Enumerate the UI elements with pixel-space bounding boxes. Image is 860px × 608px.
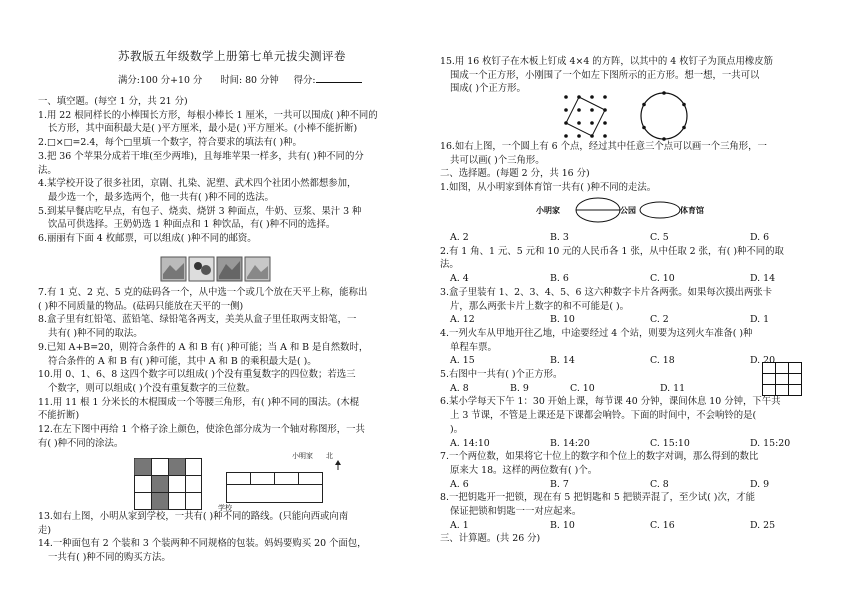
c4-option-a[interactable]: A. 15: [450, 355, 475, 367]
section-fill-heading: 一、填空题。(每空 1 分，共 21 分): [38, 96, 188, 107]
route-park-label: 公园: [620, 205, 636, 215]
c2-line1: 2.有 1 角、1 元、5 元和 10 元的人民币各 1 张，从中任取 2 张，有( )种不同的取: [440, 245, 784, 257]
q6: 6.丽丽有下面 4 枚邮票，可以组成( )种不同的邮资。: [38, 233, 257, 245]
q15-line3: 围成( )个正方形。: [450, 83, 526, 95]
right-column: [440, 55, 832, 96]
q5-line1: 5.到某早餐店吃早点，有包子、烧卖、烧饼 3 种面点，牛奶、豆浆、果汁 3 种: [38, 205, 362, 217]
c7-options: [440, 478, 832, 492]
c3-option-a[interactable]: A. 12: [450, 314, 475, 326]
c6-line1: 6.某小学每天下午 1：30 开始上课，每节课 40 分钟，课间休息 10 分钟，下午共: [440, 396, 781, 408]
map-school-label: 学校: [218, 504, 232, 512]
q2: 2.□×□=2.4，每个□里填一个数字，符合要求的填法有( )种。: [38, 137, 302, 149]
c4-option-c[interactable]: C. 18: [650, 355, 675, 367]
c4-line1: 4.一列火车从甲地开往乙地，中途要经过 4 个站，则要为这列火车准备( )种: [440, 327, 753, 339]
c8-option-d[interactable]: D. 25: [750, 519, 776, 531]
c5-option-d[interactable]: D. 11: [660, 382, 686, 394]
circle-six-points-figure: [638, 90, 690, 142]
score-label: 得分:: [293, 75, 316, 86]
c8-line2: 保证把锁和钥匙一一对应起来。: [450, 506, 582, 518]
route-home-label: 小明家: [536, 205, 560, 215]
exam-meta: [118, 73, 362, 88]
route-choice-figure: [536, 193, 726, 229]
c7-line2: 原来大 18。这样的两位数有( )个。: [450, 464, 598, 476]
c6-line3: )。: [450, 423, 464, 435]
q11-line1: 11.用 11 根 1 分米长的木棍围成一个等腰三角形，有( )种不同的围法。(木棍: [38, 396, 360, 408]
q1-line1: 1.用 22 根同样长的小棒围长方形，每根小棒长 1 厘米，一共可以围成( )种不同的: [38, 109, 378, 121]
c2-option-d[interactable]: D. 14: [750, 273, 776, 285]
c2-option-b[interactable]: B. 6: [550, 273, 569, 285]
c1-option-a[interactable]: A. 2: [450, 232, 469, 243]
q12-line2: 有( )种不同的涂法。: [38, 437, 124, 449]
q16-line2: 共可以画( )个三角形。: [450, 154, 545, 166]
q3-line2: 法。: [38, 164, 57, 176]
c6-options: [440, 437, 832, 451]
q11-line2: 不能折断): [38, 410, 80, 422]
c1-option-d[interactable]: D. 6: [750, 232, 770, 243]
route-gym-label: 体育馆: [680, 205, 704, 215]
c8-line1: 8.一把钥匙开一把锁，现在有 5 把钥匙和 5 把锁弄混了，至少试( )次，才能: [440, 492, 755, 504]
left-column-2: [38, 286, 430, 450]
q4-line2: 最少选一个，最多选两个，他一共有( )种不同的选法。: [48, 191, 274, 203]
c7-option-d[interactable]: D. 9: [750, 478, 770, 490]
q10-line2: 个数字，则可以组成( )个没有重复数字的三位数。: [48, 382, 256, 394]
right-column-2: [440, 140, 832, 195]
q14-line1: 14.一种面包有 2 个装和 3 个装两种不同规格的包装。妈妈要购买 20 个面包，: [38, 538, 367, 550]
c5: 5.右图中一共有( )个正方形。: [440, 369, 563, 381]
q3-line1: 3.把 36 个苹果分成若干堆(至少两堆)，且每堆苹果一样多，共有( )种不同的分: [38, 150, 364, 162]
c3-option-b[interactable]: B. 10: [550, 314, 575, 326]
c6-line2: 上 3 节课，不管是上课还是下课都会响铃。下面的时间中，不会响铃的是(: [450, 410, 757, 422]
c7-line1: 7.一个两位数，如果将它十位上的数字和个位上的数字对调，那么得到的数比: [440, 451, 759, 463]
c4-line2: 单程车票。: [450, 341, 497, 353]
c5-option-a[interactable]: A. 8: [450, 382, 469, 394]
q8-line2: 共有( )种不同的取法。: [48, 328, 143, 340]
c8-options: [440, 519, 832, 533]
c7-option-a[interactable]: A. 6: [450, 478, 469, 490]
c1-option-c[interactable]: C. 5: [650, 232, 669, 243]
q7-line1: 7.有 1 克、2 克、5 克的砝码各一个，从中选一个或几个放在天平上称，能称出: [38, 287, 368, 298]
map-north-label: 北: [326, 452, 333, 460]
stamps-figure: [160, 256, 272, 282]
c2-options: [440, 272, 832, 286]
c6-option-d[interactable]: D. 15:20: [750, 437, 791, 449]
q13-line1: 13.如右上图，小明从家到学校，一共有( )种不同的路线。(只能向西或向南: [38, 511, 349, 522]
q4-line1: 4.某学校开设了很多社团，京剧、扎染、泥塑、武术四个社团小然都想参加，: [38, 178, 357, 190]
c4-option-d[interactable]: D. 20: [750, 355, 776, 367]
q9-line2: 符合条件的 A 和 B 有( )种可能，其中 A 和 B 的乘积最大是( )。: [48, 355, 317, 367]
c1-option-b[interactable]: B. 3: [550, 232, 569, 243]
c3-options: [440, 313, 832, 327]
square-grid-figure: [762, 362, 802, 396]
c2-option-a[interactable]: A. 4: [450, 273, 469, 285]
left-column: [38, 95, 430, 246]
time-limit: 时间: 80 分钟: [220, 75, 279, 86]
route-map-figure: [218, 452, 362, 514]
q7-line2: ( )种不同质量的物品。(砝码只能放在天平的一侧): [38, 300, 244, 312]
q16-line1: 16.如右上图，一个圆上有 6 个点，经过其中任意三个点可以画一个三角形，一: [440, 141, 767, 152]
c5-option-b[interactable]: B. 9: [510, 382, 529, 394]
c2-option-c[interactable]: C. 10: [650, 273, 675, 285]
q14-line2: 一共有( )种不同的购买方法。: [48, 552, 171, 564]
shaded-grid-figure: [134, 458, 202, 510]
c5-option-c[interactable]: C. 10: [570, 382, 595, 394]
c3-line1: 3.盒子里装有 1、2、3、4、5、6 这六种数字卡片各两张。如果每次摸出两张卡: [440, 286, 772, 298]
map-home-label: 小明家: [292, 452, 313, 460]
q1-line2: 长方形，其中面积最大是( )平方厘米，最小是( )平方厘米。(小棒不能折断): [48, 123, 358, 135]
nail-grid-figure: [560, 92, 612, 140]
q15-line1: 15.用 16 枚钉子在木板上钉成 4×4 的方阵，以其中的 4 枚钉子为顶点用橡皮筋: [440, 56, 773, 67]
section-choice-heading: 二、选择题。(每题 2 分，共 16 分): [440, 168, 590, 180]
c7-option-b[interactable]: B. 7: [550, 478, 569, 490]
c8-option-a[interactable]: A. 1: [450, 519, 469, 531]
q9-line1: 9.已知 A+B=20，则符合条件的 A 和 B 有( )种可能；当 A 和 B 是自然数时，: [38, 341, 369, 353]
c8-option-b[interactable]: B. 10: [550, 519, 575, 531]
c7-option-c[interactable]: C. 8: [650, 478, 669, 490]
c2-line2: 法。: [440, 259, 459, 271]
c3-option-c[interactable]: C. 2: [650, 314, 669, 326]
c6-option-a[interactable]: A. 14:10: [450, 437, 490, 449]
exam-title: 苏教版五年级数学上册第七单元拔尖测评卷: [118, 49, 346, 63]
c3-option-d[interactable]: D. 1: [750, 314, 770, 326]
q8-line1: 8.盒子里有红铅笔、蓝铅笔、绿铅笔各两支，美美从盒子里任取两支铅笔，一: [38, 314, 357, 326]
q5-line2: 饮品可供选择。王奶奶选 1 种面点和 1 种饮品，有( )种不同的选择。: [48, 219, 336, 231]
c6-option-b[interactable]: B. 14:20: [550, 437, 590, 449]
q10-line1: 10.用 0、1、6、8 这四个数字可以组成( )个没有重复数字的四位数；若选三: [38, 369, 356, 381]
q15-line2: 围成一个正方形，小刚围了一个如左下图所示的正方形。想一想，一共可以: [450, 69, 760, 81]
c4-option-b[interactable]: B. 14: [550, 355, 575, 367]
c1-options: [440, 231, 832, 245]
section-calc-heading: 三、计算题。(共 26 分): [440, 533, 541, 545]
c8-option-c[interactable]: C. 16: [650, 519, 675, 531]
left-column-3: [38, 510, 430, 565]
full-score: 满分:100 分+10 分: [118, 75, 203, 86]
score-blank[interactable]: [316, 73, 362, 83]
q13-line2: 走): [38, 524, 52, 536]
c3-line2: 片，那么两张卡片上数字的和不可能是( )。: [450, 300, 630, 312]
q12-line1: 12.在左下图中再给 1 个格子涂上颜色，使涂色部分成为一个轴对称图形，一共: [38, 424, 365, 436]
c6-option-c[interactable]: C. 15:10: [650, 437, 690, 449]
c1: 1.如图，从小明家到体育馆一共有( )种不同的走法。: [440, 182, 657, 194]
